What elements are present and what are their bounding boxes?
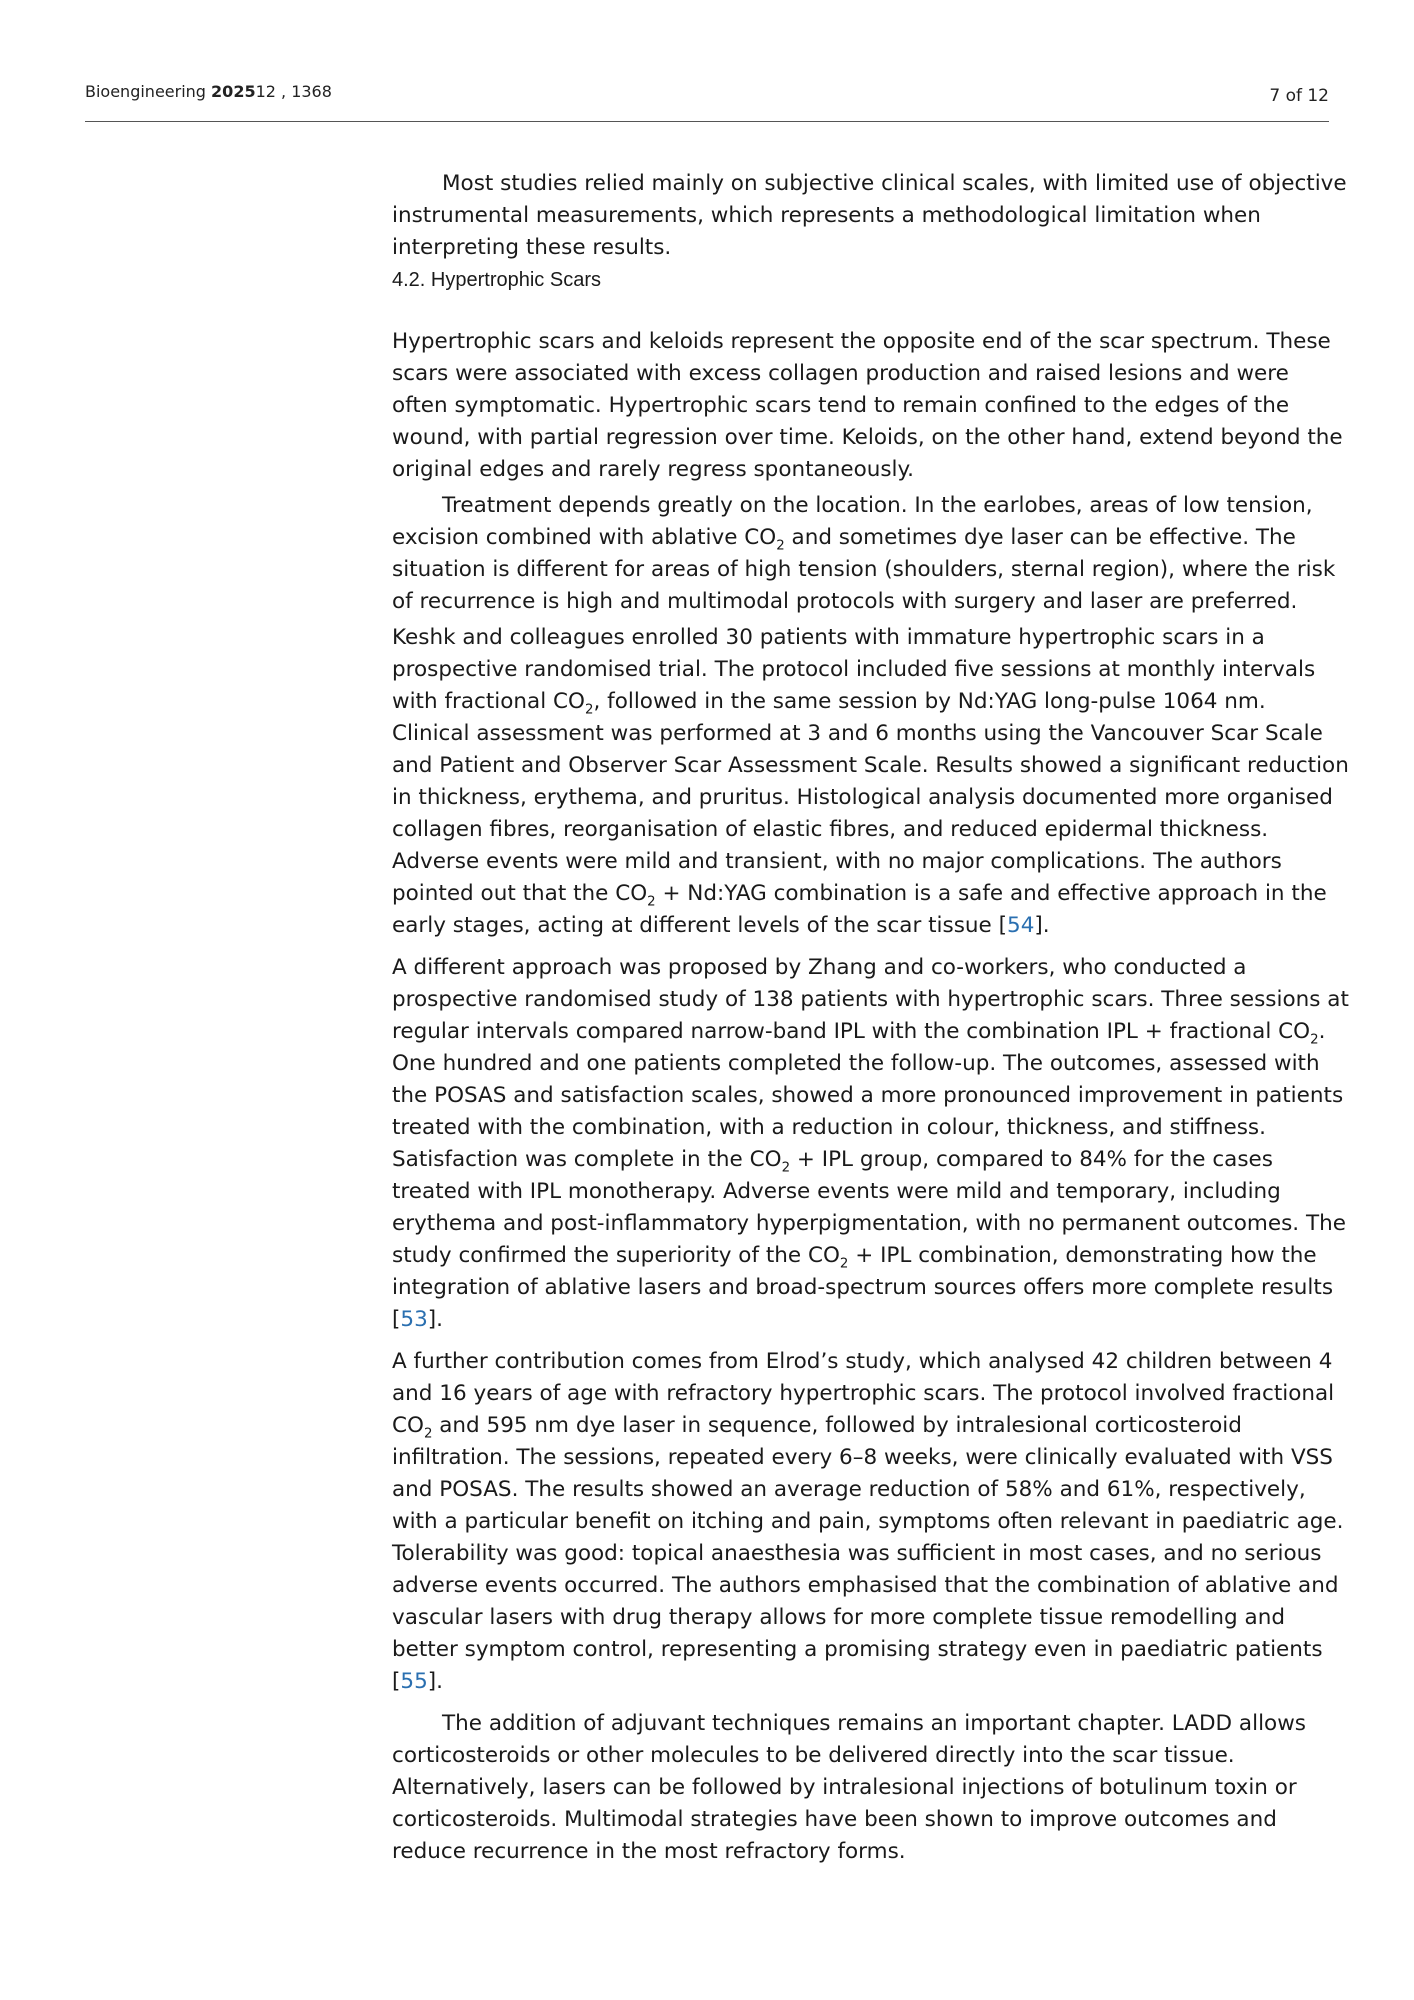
- text-run: + IPL combination, demonstrating how the integration of ablative lasers and broad-spectrum sources offers more complete results [: [392, 1243, 1334, 1332]
- reference-link-54[interactable]: 54: [1007, 913, 1035, 938]
- text-run: + Nd:YAG combination is a safe and effective approach in the early stages, acting at different levels of the scar tissue [: [392, 881, 1327, 938]
- paragraph-treatment-location: [392, 490, 1350, 618]
- text-run: and 595 nm dye laser in sequence, followed by intralesional corticosteroid infiltration. The sessions, repeated every 6–8 weeks, were clinically evaluated with VSS and POSAS. The results showed an average reduction of 58% and 61%, respectively, with a particular benefit on itching and pain, symptoms often relevant in paediatric age. Tolerability was good: topical anaesthesia was sufficient in most cases, and no serious adverse events occurred. The authors emphasised that the combination of ablative and vascular lasers with drug therapy allows for more complete tissue remodelling and better symptom control, representing a promising strategy even in paediatric patients [: [392, 1413, 1344, 1694]
- subscript: 2: [839, 1256, 849, 1272]
- subscript: 2: [781, 1160, 791, 1176]
- text-run: and sometimes dye laser can be effective. The situation is different for areas of high tension (shoulders, sternal region), where the risk of recurrence is high and multimodal protocols with surgery and laser are preferred.: [392, 525, 1336, 614]
- text-run: , followed in the same session by Nd:YAG long-pulse 1064 nm. Clinical assessment was performed at 3 and 6 months using the Vancouver Scar Scale and Patient and Observer Scar Assessment Scale. Results showed a significant reduction in thickness, erythema, and pruritus. Histological analysis documented more organised collagen fibres, reorganisation of elastic fibres, and reduced epidermal thickness. Adverse events were mild and transient, with no major complications. The authors pointed out that the CO: [392, 689, 1349, 906]
- text-run: A different approach was proposed by Zhang and co-workers, who conducted a prospective randomised study of 138 patients with hypertrophic scars. Three sessions at regular intervals compared narrow-band IPL with the combination IPL + fractional CO: [392, 955, 1349, 1044]
- text-run: . One hundred and one patients completed the follow-up. The outcomes, assessed with the POSAS and satisfaction scales, showed a more pronounced improvement in patients treated with the combination, with a reduction in colour, thickness, and stiffness. Satisfaction was complete in the CO: [392, 1019, 1344, 1172]
- journal-year: 2025: [211, 82, 256, 101]
- paragraph-elrod-study: [392, 1346, 1350, 1698]
- journal-citation: [85, 82, 332, 101]
- text-run: Keshk and colleagues enrolled 30 patients with immature hypertrophic scars in a prospective randomised trial. The protocol included five sessions at monthly intervals with fractional CO: [392, 625, 1316, 714]
- journal-name: Bioengineering: [85, 82, 206, 101]
- text-run: + IPL group, compared to 84% for the cases treated with IPL monotherapy. Adverse events were mild and temporary, including erythema and post-inflammatory hyperpigmentation, with no permanent outcomes. The study confirmed the superiority of the CO: [392, 1147, 1346, 1268]
- paragraph-keshk-study: [392, 622, 1350, 942]
- paragraph-zhang-study: [392, 952, 1350, 1336]
- text-run: Treatment depends greatly on the location. In the earlobes, areas of low tension, excision combined with ablative CO: [392, 493, 1313, 550]
- section-heading: 4.2. Hypertrophic Scars: [392, 269, 601, 291]
- page-number: 7 of 12: [1269, 86, 1329, 106]
- subscript: 2: [584, 702, 594, 718]
- page-header: [85, 80, 1329, 122]
- header-divider: [85, 121, 1329, 122]
- paragraph-scar-spectrum: Hypertrophic scars and keloids represent the opposite end of the scar spectrum. These scars were associated with excess collagen production and raised lesions and were often symptomatic. Hypertrophic scars tend to remain confined to the edges of the wound, with partial regression over time. Keloids, on the other hand, extend beyond the original edges and rarely regress spontaneously.: [392, 329, 1343, 482]
- subscript: 2: [1310, 1032, 1319, 1048]
- reference-link-53[interactable]: 53: [400, 1307, 428, 1332]
- paragraph-adjuvant-techniques: The addition of adjuvant techniques remains an important chapter. LADD allows corticosteroids or other molecules to be delivered directly into the scar tissue. Alternatively, lasers can be followed by intralesional injections of botulinum toxin or corticosteroids. Multimodal strategies have been shown to improve outcomes and reduce recurrence in the most refractory forms.: [392, 1711, 1306, 1864]
- text-run: ].: [427, 1307, 443, 1332]
- subscript: 2: [776, 538, 785, 554]
- subscript: 2: [423, 1426, 433, 1442]
- text-run: ].: [1034, 913, 1050, 938]
- intro-paragraph: Most studies relied mainly on subjective clinical scales, with limited use of objective instrumental measurements, which represents a methodological limitation when interpreting these results.: [392, 171, 1347, 260]
- reference-link-55[interactable]: 55: [400, 1669, 428, 1694]
- text-run: A further contribution comes from Elrod’s study, which analysed 42 children between 4 and 16 years of age with refractory hypertrophic scars. The protocol involved fractional CO: [392, 1349, 1335, 1438]
- article-body: [392, 168, 1350, 1868]
- subscript: 2: [647, 894, 656, 910]
- journal-volume-page: 12 , 1368: [255, 82, 332, 101]
- text-run: ].: [427, 1669, 443, 1694]
